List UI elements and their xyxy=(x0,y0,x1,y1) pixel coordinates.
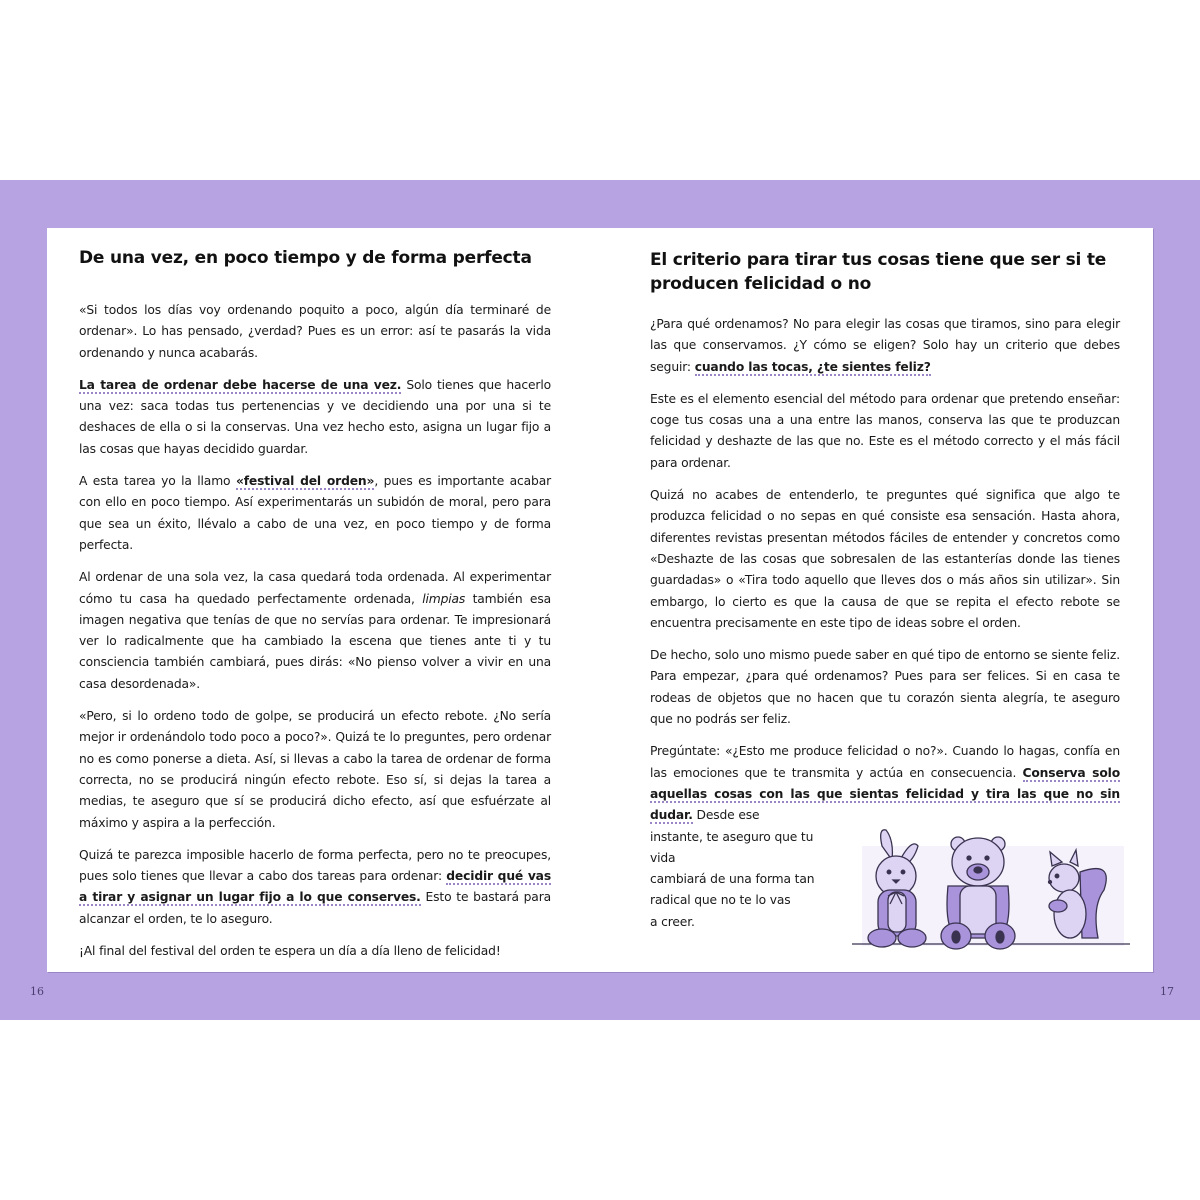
paragraph: Pregúntate: «¿Esto me produce felicidad o no?». Cuando lo hagas, confía en las emociones que te transmita y actúa en consecuencia. Conserva solo aquellas cosas con las que sientas felicidad y tira las que no sin dudar. Desde ese xyxy=(650,744,1120,823)
stuffed-animals-illustration xyxy=(852,826,1130,966)
paragraph: «Si todos los días voy ordenando poquito a poco, algún día terminaré de ordenar». Lo has pensado, ¿verdad? Pues es un error: así te pasarás la vida ordenando y nunca acabarás. xyxy=(79,303,551,360)
right-page-title: El criterio para tirar tus cosas tiene que ser si te producen felicidad o no xyxy=(650,250,1107,294)
paragraph: Quizá te parezca imposible hacerlo de forma perfecta, pero no te preocupes, pues solo tienes que llevar a cabo dos tareas para ordenar: decidir qué vas a tirar y asignar un lugar fijo a lo que conserves. Esto te bastará para alcanzar el orden, te lo aseguro. xyxy=(79,847,551,926)
paragraph: La tarea de ordenar debe hacerse de una vez. Solo tienes que hacerlo una vez: saca todas tus pertenencias y ve decidiendo una por una si te deshaces de ella o si la conservas. Una vez hecho esto, asigna un lugar fijo a las cosas que hayas decidido guardar. xyxy=(79,377,551,456)
highlight: Conserva solo aquellas cosas con las que sientas felicidad y tira las que no sin dudar. xyxy=(650,765,1120,823)
paragraph: Quizá no acabes de entenderlo, te preguntes qué significa que algo te produzca felicidad o no sepas en qué consiste esa sensación. Hasta ahora, diferentes revistas presentan métodos fáciles de entender y concretos como «Deshazte de las cosas que sobresalen de las estanterías donde las tienes guardadas» o «Tira todo aquello que lleves dos o más años sin utilizar». Sin embargo, lo cierto es que la causa de que se repita el efecto rebote se encuentra precisamente en este tipo de ideas sobre el orden. xyxy=(650,488,1120,630)
paragraph: De hecho, solo uno mismo puede saber en qué tipo de entorno se siente feliz. Para empezar, ¿para qué ordenamos? Pues para ser felices. Si en casa te rodeas de objetos que no hacen que tu corazón sienta alegría, te aseguro que no podrás ser feliz. xyxy=(650,648,1120,727)
paragraph: Este es el elemento esencial del método para ordenar que pretendo enseñar: coge tus cosas una a una entre las manos, conserva las que te produzcan felicidad y deshazte de las que no. Este es el método correcto y el más fácil para ordenar. xyxy=(650,391,1120,470)
highlight: decidir qué vas a tirar y asignar un lugar fijo a lo que conserves. xyxy=(79,869,551,905)
paragraph: «Pero, si lo ordeno todo de golpe, se producirá un efecto rebote. ¿No sería mejor ir ordenándolo todo poco a poco?». Quizá te lo preguntes, pero ordenar no es como ponerse a dieta. Así, si llevas a cabo la tarea de ordenar de forma correcta, no se producirá ningún efecto rebote. Eso sí, si dejas la tarea a medias, te aseguro que sí se producirá dicho efecto, así que esfuérzate al máximo y aspira a la perfección. xyxy=(79,709,551,830)
highlight: «festival del orden» xyxy=(235,474,375,489)
highlight: cuando las tocas, ¿te sientes feliz? xyxy=(694,359,931,374)
paragraph: ¡Al final del festival del orden te espera un día a día lleno de felicidad! xyxy=(79,944,501,959)
closing-text: instante, te aseguro que tu vida cambiará de una forma tan radical que no te lo vas a creer. xyxy=(650,829,815,929)
highlight: La tarea de ordenar debe hacerse de una vez. xyxy=(79,377,402,392)
page-number-right: 17 xyxy=(1160,985,1174,998)
left-page-title: De una vez, en poco tiempo y de forma perfecta xyxy=(79,248,532,268)
paragraph: A esta tarea yo la llamo «festival del orden», pues es importante acabar con ello en poco tiempo. Así experimentarás un subidón de moral, pero para que sea un éxito, llévalo a cabo de una vez, en poco tiempo y de forma perfecta. xyxy=(79,474,551,552)
paragraph: ¿Para qué ordenamos? No para elegir las cosas que tiramos, sino para elegir las que conservamos. ¿Y cómo se eligen? Solo hay un criterio que debes seguir: cuando las tocas, ¿te sientes feliz? xyxy=(650,317,1120,374)
page-number-left: 16 xyxy=(30,985,44,998)
left-page-body xyxy=(79,300,551,973)
book-spread xyxy=(47,228,1153,972)
paragraph: Al ordenar de una sola vez, la casa quedará toda ordenada. Al experimentar cómo tu casa ha quedado perfectamente ordenada, limpias también esa imagen negativa que tenías de que no servías para ordenar. Te impresionará ver lo radicalmente que ha cambiado la escena que tienes ante ti y tu consciencia también cambiará, pues dirás: «No pienso volver a vivir en una casa desordenada». xyxy=(79,570,551,691)
italic-term: limpias xyxy=(422,591,466,606)
